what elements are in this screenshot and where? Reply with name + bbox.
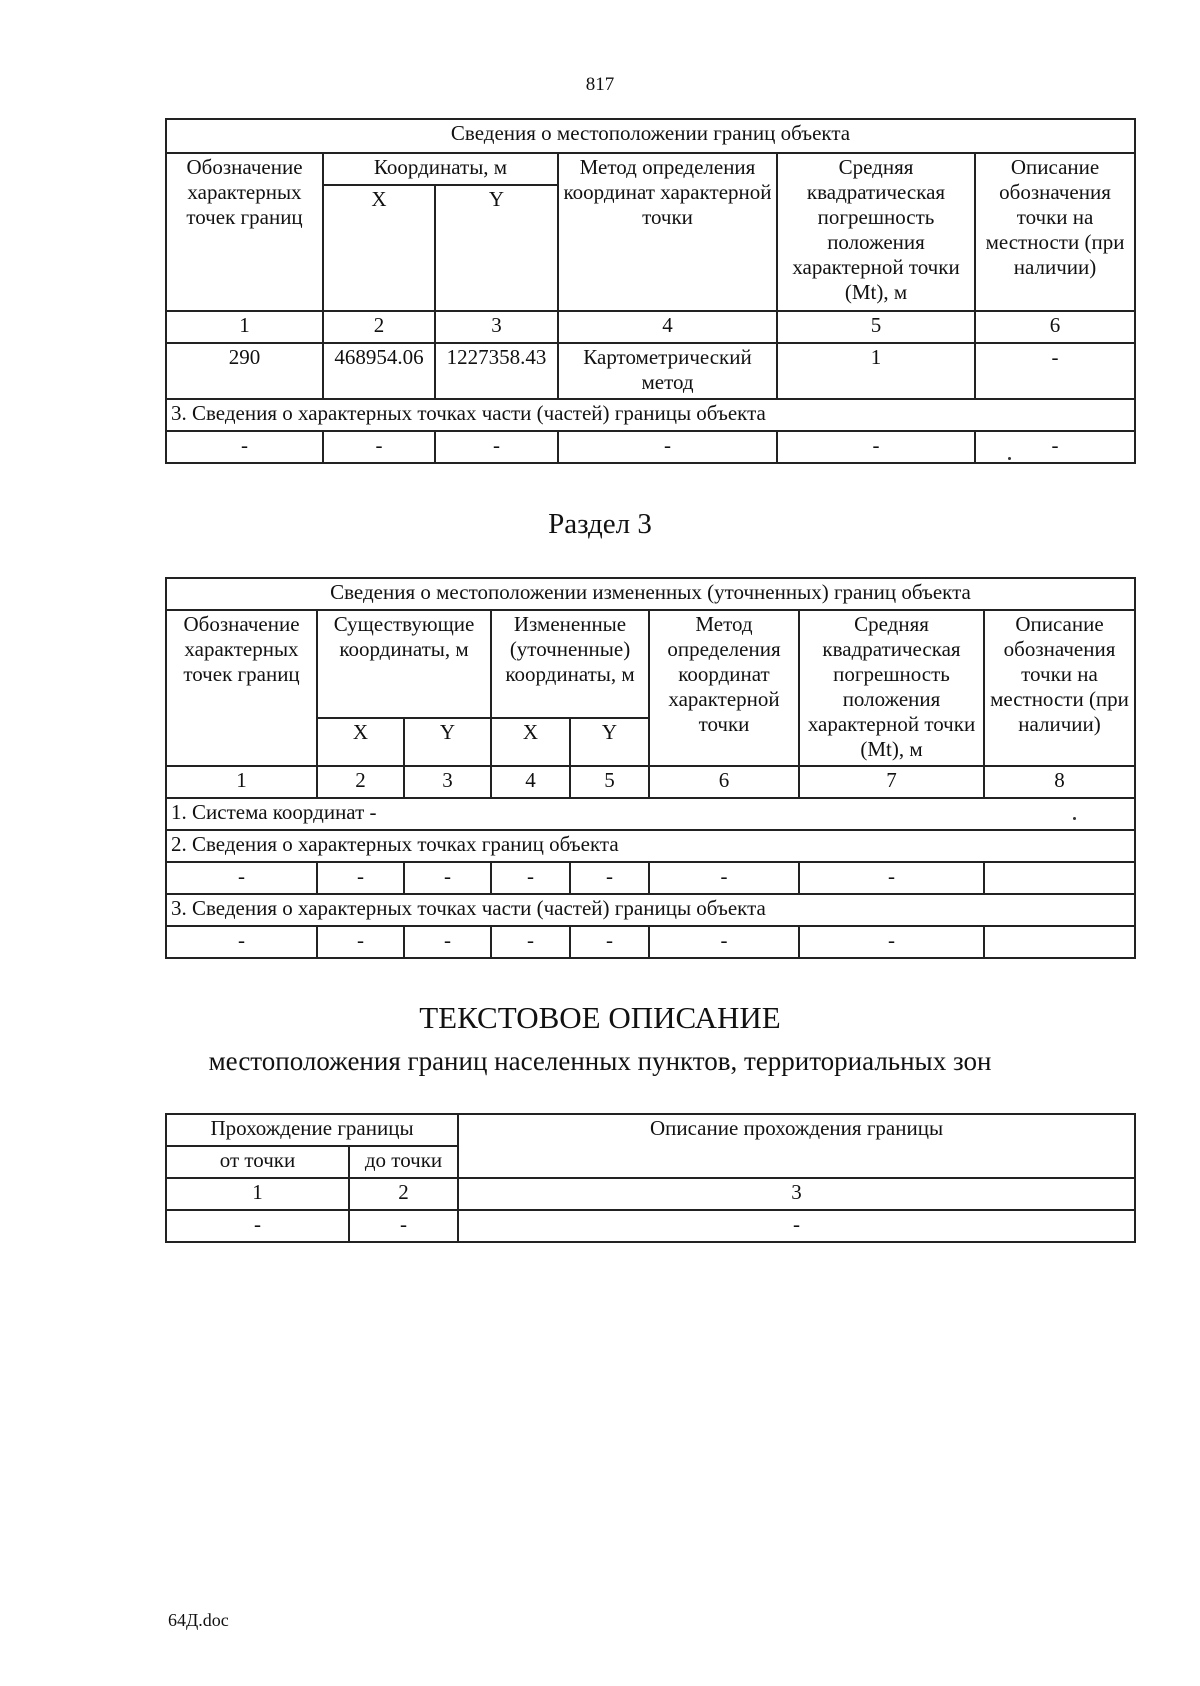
header-changed-coordinates: Измененные (уточненные) координаты, м xyxy=(491,610,649,718)
column-number: 2 xyxy=(317,766,404,798)
header-error: Средняя квадратическая погрешность положения характерной точки (Mt), м xyxy=(777,153,975,311)
header-x: X xyxy=(323,185,435,311)
empty-cell: - xyxy=(166,926,317,958)
header-existing-coordinates: Существующие координаты, м xyxy=(317,610,491,718)
header-y: Y xyxy=(435,185,558,311)
section-row-points: 2. Сведения о характерных точках границ объекта xyxy=(166,830,1135,862)
changed-boundary-table xyxy=(165,577,1136,959)
header-description: Описание обозначения точки на местности (при наличии) xyxy=(975,153,1135,311)
empty-cell: - xyxy=(166,1210,349,1242)
header-designation: Обозначение характерных точек границ xyxy=(166,153,323,311)
column-number: 1 xyxy=(166,311,323,343)
cell-point: 290 xyxy=(166,343,323,399)
column-number: 5 xyxy=(570,766,649,798)
empty-cell: - xyxy=(777,431,975,463)
empty-cell: - xyxy=(558,431,777,463)
empty-cell: - xyxy=(491,862,570,894)
empty-cell: - xyxy=(435,431,558,463)
header-y: Y xyxy=(404,718,491,766)
text-description-title: ТЕКСТОВОЕ ОПИСАНИЕ xyxy=(419,1000,781,1035)
header-error: Средняя квадратическая погрешность положения характерной точки (Mt), м xyxy=(799,610,984,766)
column-number: 5 xyxy=(777,311,975,343)
empty-cell: - xyxy=(491,926,570,958)
page-number: 817 xyxy=(585,74,615,95)
text-description-subtitle: местоположения границ населенных пунктов, территориальных зон xyxy=(208,1046,992,1076)
cell-error: 1 xyxy=(777,343,975,399)
cell-x: 468954.06 xyxy=(323,343,435,399)
empty-cell: - xyxy=(349,1210,458,1242)
empty-cell: - xyxy=(166,862,317,894)
empty-cell: - xyxy=(649,926,799,958)
table-caption: Сведения о местоположении границ объекта xyxy=(166,119,1135,153)
empty-cell: - xyxy=(799,926,984,958)
column-number: 2 xyxy=(323,311,435,343)
empty-cell: - xyxy=(404,862,491,894)
column-number: 7 xyxy=(799,766,984,798)
cell-description: - xyxy=(975,343,1135,399)
section-row-coordinate-system: 1. Система координат - xyxy=(166,798,1135,830)
empty-cell: - xyxy=(404,926,491,958)
empty-cell: - xyxy=(649,862,799,894)
cell-method: Картометрический метод xyxy=(558,343,777,399)
column-number: 3 xyxy=(435,311,558,343)
section-heading: Раздел 3 xyxy=(548,508,652,540)
header-designation: Обозначение характерных точек границ xyxy=(166,610,317,766)
column-number: 3 xyxy=(404,766,491,798)
boundary-passage-table xyxy=(165,1113,1136,1243)
boundary-location-table xyxy=(165,118,1136,464)
section-row-parts: 3. Сведения о характерных точках части (частей) границы объекта xyxy=(166,894,1135,926)
empty-cell xyxy=(984,926,1135,958)
header-method: Метод определения координат характерной точки xyxy=(649,610,799,766)
header-y: Y xyxy=(570,718,649,766)
header-x: X xyxy=(317,718,404,766)
column-number: 3 xyxy=(458,1178,1135,1210)
empty-cell: - xyxy=(799,862,984,894)
empty-cell: - xyxy=(317,926,404,958)
empty-cell xyxy=(984,862,1135,894)
header-x: X xyxy=(491,718,570,766)
empty-cell: - xyxy=(166,431,323,463)
empty-cell: - xyxy=(570,926,649,958)
header-passage-description: Описание прохождения границы xyxy=(458,1114,1135,1178)
scan-speck xyxy=(1073,817,1076,820)
column-number: 2 xyxy=(349,1178,458,1210)
header-method: Метод определения координат характерной точки xyxy=(558,153,777,311)
column-number: 6 xyxy=(649,766,799,798)
column-number: 1 xyxy=(166,766,317,798)
file-name: 64Д.doc xyxy=(168,1610,229,1630)
table-caption: Сведения о местоположении измененных (уточненных) границ объекта xyxy=(166,578,1135,610)
header-passage: Прохождение границы xyxy=(166,1114,458,1146)
column-number: 6 xyxy=(975,311,1135,343)
header-from-point: от точки xyxy=(166,1146,349,1178)
column-number: 1 xyxy=(166,1178,349,1210)
empty-cell: - xyxy=(458,1210,1135,1242)
header-description: Описание обозначения точки на местности (при наличии) xyxy=(984,610,1135,766)
empty-cell: - xyxy=(975,431,1135,463)
section-row-parts: 3. Сведения о характерных точках части (частей) границы объекта xyxy=(166,399,1135,431)
empty-cell: - xyxy=(323,431,435,463)
scan-speck xyxy=(1008,457,1011,460)
cell-y: 1227358.43 xyxy=(435,343,558,399)
empty-cell: - xyxy=(317,862,404,894)
column-number: 4 xyxy=(558,311,777,343)
header-to-point: до точки xyxy=(349,1146,458,1178)
header-coordinates: Координаты, м xyxy=(323,153,558,185)
empty-cell: - xyxy=(570,862,649,894)
column-number: 8 xyxy=(984,766,1135,798)
column-number: 4 xyxy=(491,766,570,798)
